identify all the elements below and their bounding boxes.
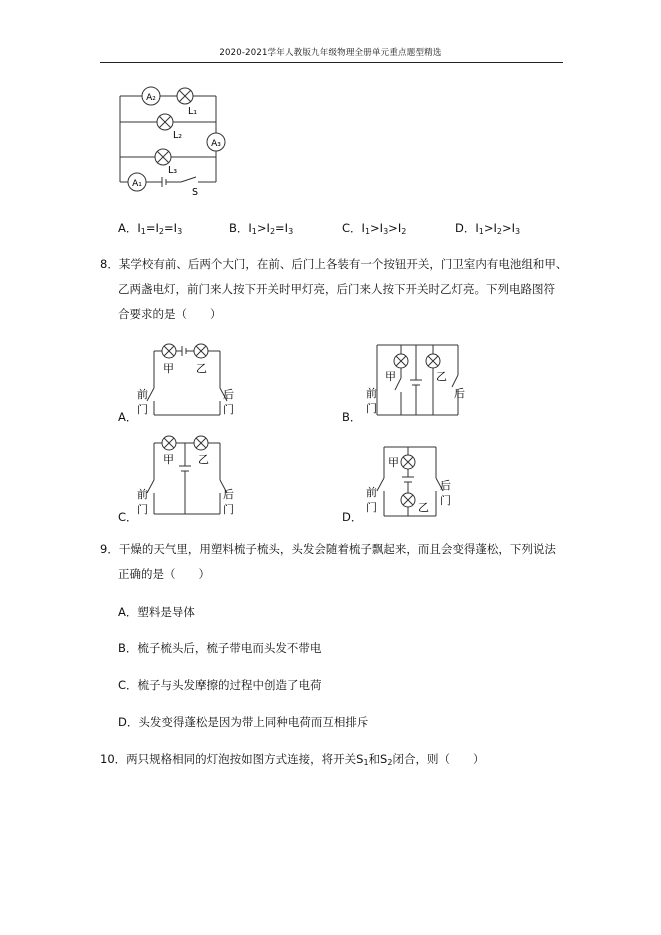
- q8-circuit-b: [366, 345, 465, 415]
- svg-text:前: 前: [137, 388, 148, 401]
- q8-option-b-label: B．: [342, 410, 362, 424]
- switch-s-label: S: [192, 187, 199, 198]
- svg-text:A₁: A₁: [132, 179, 142, 189]
- page-header: 2020-2021学年人教版九年级物理全册单元重点题型精选: [219, 48, 442, 58]
- svg-text:乙: 乙: [436, 370, 447, 383]
- q7-option-d: D．$I_1>I_2>I_3$: [455, 221, 521, 236]
- svg-text:L₃: L₃: [168, 165, 178, 176]
- svg-text:门: 门: [366, 402, 377, 415]
- svg-text:乙: 乙: [198, 453, 209, 466]
- svg-text:甲: 甲: [163, 362, 174, 375]
- q7-option-b: B．$I_1>I_2=I_3$: [229, 221, 294, 236]
- q9-option-c: C．梳子与头发摩擦的过程中创造了电荷: [118, 678, 322, 692]
- svg-text:门: 门: [137, 503, 148, 516]
- q9-option-d: D．头发变得蓬松是因为带上同种电荷而互相排斥: [118, 715, 369, 729]
- svg-text:后: 后: [454, 387, 465, 400]
- q8-option-d-label: D．: [342, 510, 363, 524]
- svg-text:L₂: L₂: [173, 130, 183, 141]
- q8-circuit-a: [137, 344, 234, 416]
- svg-text:门: 门: [137, 403, 148, 416]
- q8-circuit-c: [137, 436, 234, 516]
- svg-text:前: 前: [366, 387, 377, 400]
- svg-text:A₃: A₃: [211, 139, 221, 149]
- svg-text:前: 前: [137, 488, 148, 501]
- svg-text:门: 门: [223, 503, 234, 516]
- svg-text:后: 后: [440, 479, 451, 492]
- svg-text:甲: 甲: [385, 370, 396, 383]
- svg-text:后: 后: [223, 488, 234, 501]
- q8-stem-line1: 8．某学校有前、后两个大门，在前、后门上各装有一个按钮开关，门卫室内有电池组和甲、: [100, 257, 568, 271]
- svg-text:乙: 乙: [418, 501, 429, 514]
- svg-text:后: 后: [223, 388, 234, 401]
- q8-circuit-d: [366, 447, 451, 516]
- svg-text:门: 门: [440, 494, 451, 507]
- q8-stem-line3: 合要求的是（ ）: [118, 307, 222, 321]
- svg-text:门: 门: [366, 501, 377, 514]
- q8-option-c-label: C．: [118, 510, 138, 524]
- q9-option-b: B．梳子梳头后，梳子带电而头发不带电: [118, 641, 322, 655]
- q8-option-a-label: A．: [118, 410, 138, 424]
- svg-text:甲: 甲: [388, 456, 399, 469]
- svg-text:L₁: L₁: [188, 106, 198, 117]
- q9-option-a: A．塑料是导体: [118, 605, 195, 619]
- q10-stem: 10．两只规格相同的灯泡按如图方式连接，将开关$S_1$和$S_2$闭合，则（ ）: [100, 752, 485, 767]
- svg-text:乙: 乙: [196, 362, 207, 375]
- svg-text:前: 前: [366, 486, 377, 499]
- svg-text:A₂: A₂: [146, 93, 156, 103]
- q7-option-c: C．$I_1>I_3>I_2$: [342, 221, 407, 236]
- q8-stem-line2: 乙两盏电灯，前门来人按下开关时甲灯亮，后门来人按下开关时乙灯亮。下列电路图符: [118, 282, 555, 296]
- svg-text:门: 门: [223, 403, 234, 416]
- svg-text:甲: 甲: [163, 453, 174, 466]
- q9-stem-line1: 9．干燥的天气里，用塑料梳子梳头，头发会随着梳子飘起来，而且会变得蓬松，下列说法: [100, 542, 556, 556]
- q9-stem-line2: 正确的是（ ）: [118, 567, 210, 581]
- q7-option-a: A．$I_1=I_2=I_3$: [118, 221, 183, 236]
